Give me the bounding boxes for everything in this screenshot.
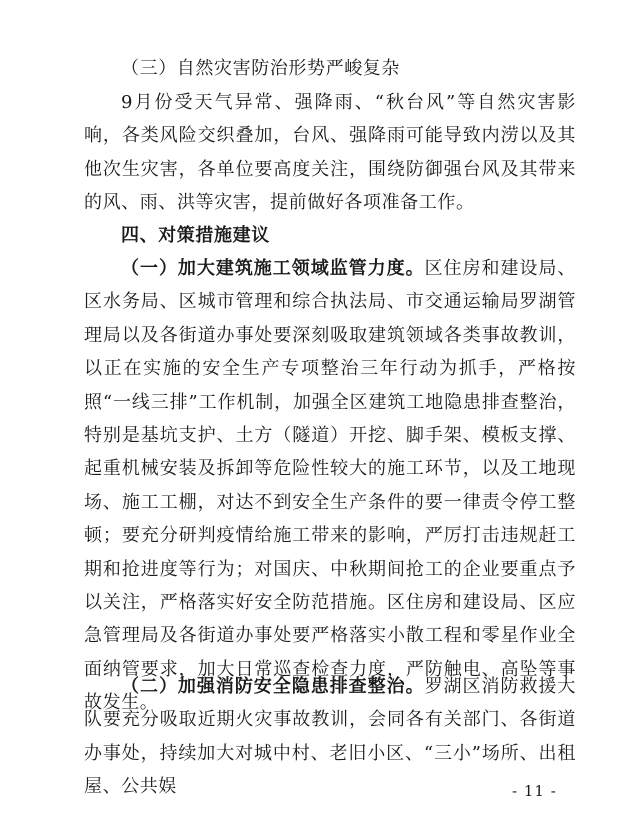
section-3-body: 9月份受天气异常、强降雨、“秋台风”等自然灾害影响，各类风险交织叠加，台风、强降雨可能导致内涝以及其他次生灾害，各单位要高度关注，围绕防御强台风及其带来的风、雨、洪等灾害，提前做好各项准备工作。 [84, 92, 576, 214]
measure-1-lead: （一）加大建筑施工领域监管力度。 [121, 258, 425, 279]
measure-2-lead: （二）加强消防安全隐患排查整治。 [121, 676, 425, 697]
section-3-heading: （三）自然灾害防治形势严峻复杂 [121, 58, 400, 79]
page-number: - 11 - [512, 782, 557, 800]
measure-2-paragraph [84, 670, 576, 804]
measure-1-body: 区住房和建设局、区水务局、区城市管理和综合执法局、市交通运输局罗湖管理局以及各街道办事处要深刻吸取建筑领域各类事故教训，以正在实施的安全生产专项整治三年行动为抓手，严格按照“一线三排”工作机制，加强全区建筑工地隐患排查整治，特别是基坑支护、土方（隧道）开挖、脚手架、模板支撑、起重机械安装及拆卸等危险性较大的施工环节，以及工地现场、施工工棚，对达不到安全生产条件的要一律责令停工整顿；要充分研判疫情给施工带来的影响，严厉打击违规赶工期和抢进度等行为；对国庆、中秋期间抢工的企业要重点予以关注，严格落实好安全防范措施。区住房和建设局、区应急管理局及各街道办事处要严格落实小散工程和零星作业全面纳管要求，加大日常巡查检查力度，严防触电、高坠等事故发生。 [84, 258, 576, 714]
measure-1-paragraph [84, 252, 576, 720]
section-4-heading: 四、对策措施建议 [121, 225, 270, 246]
measure-2-body: 罗湖区消防救援大队要充分吸取近期火灾事故教训，会同各有关部门、各街道办事处，持续加大对城中村、老旧小区、“三小”场所、出租屋、公共娱 [84, 676, 576, 798]
